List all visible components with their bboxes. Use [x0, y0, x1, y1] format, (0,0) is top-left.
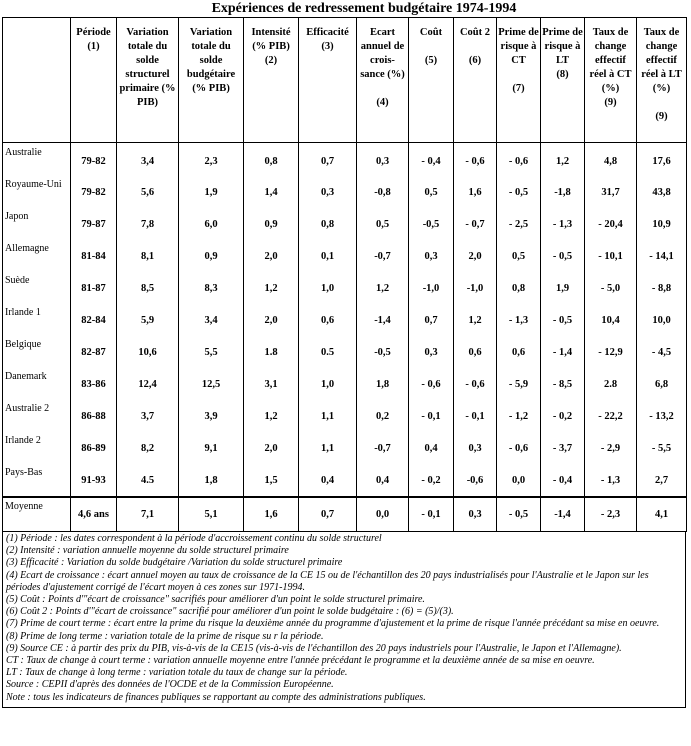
- footnote: (3) Efficacité : Variation du solde budgétaire /Variation du solde structurel primaire: [6, 557, 343, 569]
- value-cell: 2,0: [244, 432, 299, 464]
- value-cell: 12,5: [179, 368, 244, 400]
- value-cell: 1.8: [244, 336, 299, 368]
- value-cell: 1,0: [299, 368, 357, 400]
- period-cell: 83-86: [71, 368, 117, 400]
- value-cell: -0,5: [357, 336, 409, 368]
- column-header: Prime de risque à LT (8): [541, 18, 585, 143]
- table-row: [3, 272, 687, 304]
- value-cell: 5,5: [179, 336, 244, 368]
- value-cell: -0,5: [409, 208, 454, 240]
- value-cell: - 4,5: [637, 336, 687, 368]
- country-cell: Danemark: [3, 368, 71, 400]
- value-cell: 1,2: [541, 143, 585, 177]
- value-cell: - 0,5: [541, 304, 585, 336]
- header-corner: [3, 18, 71, 143]
- footnote: CT : Taux de change à court terme : variation annuelle moyenne entre l'année précédant le programme et la deuxième année de sa mise en oeuvre.: [6, 655, 595, 667]
- value-cell: 1,5: [244, 464, 299, 497]
- value-cell: - 1,3: [497, 304, 541, 336]
- table-row: [3, 400, 687, 432]
- value-cell: 10,9: [637, 208, 687, 240]
- value-cell: 0,3: [357, 143, 409, 177]
- value-cell: 10,0: [637, 304, 687, 336]
- value-cell: 2,3: [179, 143, 244, 177]
- value-cell: - 2,9: [585, 432, 637, 464]
- country-cell: Japon: [3, 208, 71, 240]
- value-cell: 5,1: [179, 497, 244, 532]
- period-cell: 86-89: [71, 432, 117, 464]
- period-cell: 79-82: [71, 143, 117, 177]
- value-cell: - 5,5: [637, 432, 687, 464]
- fiscal-adjustment-table: [2, 17, 687, 532]
- value-cell: - 0,5: [497, 176, 541, 208]
- value-cell: -1,0: [409, 272, 454, 304]
- value-cell: - 2,3: [585, 497, 637, 532]
- footnote: (8) Prime de long terme : variation totale de la prime de risque su r la période.: [6, 630, 324, 642]
- country-cell: Irlande 2: [3, 432, 71, 464]
- value-cell: 0,7: [409, 304, 454, 336]
- value-cell: 0,7: [299, 497, 357, 532]
- value-cell: 0,4: [409, 432, 454, 464]
- value-cell: 0,5: [409, 176, 454, 208]
- value-cell: 8,3: [179, 272, 244, 304]
- value-cell: - 12,9: [585, 336, 637, 368]
- value-cell: 0,8: [244, 143, 299, 177]
- value-cell: - 14,1: [637, 240, 687, 272]
- column-header: Taux de change effectif réel à CT (%) (9): [585, 18, 637, 143]
- value-cell: - 0,2: [541, 400, 585, 432]
- footnote: (1) Période : les dates correspondent à la période d'accroissement continu du solde structurel: [6, 533, 382, 544]
- country-cell: Belgique: [3, 336, 71, 368]
- value-cell: 3,9: [179, 400, 244, 432]
- value-cell: - 0,2: [409, 464, 454, 497]
- value-cell: 4,8: [585, 143, 637, 177]
- period-cell: 82-84: [71, 304, 117, 336]
- value-cell: 2,0: [244, 240, 299, 272]
- table-row: [3, 432, 687, 464]
- value-cell: 0,8: [497, 272, 541, 304]
- value-cell: 3,4: [117, 143, 179, 177]
- value-cell: -1,4: [357, 304, 409, 336]
- value-cell: - 0,6: [454, 368, 497, 400]
- value-cell: 3,4: [179, 304, 244, 336]
- value-cell: - 0,5: [541, 240, 585, 272]
- value-cell: 3,7: [117, 400, 179, 432]
- column-header: Ecart annuel de crois-sance (%) (4): [357, 18, 409, 143]
- value-cell: - 0,4: [409, 143, 454, 177]
- value-cell: 0,8: [299, 208, 357, 240]
- value-cell: 0,2: [357, 400, 409, 432]
- value-cell: -1,4: [541, 497, 585, 532]
- value-cell: 0,6: [299, 304, 357, 336]
- value-cell: 0,1: [299, 240, 357, 272]
- value-cell: - 8,8: [637, 272, 687, 304]
- value-cell: 1,8: [179, 464, 244, 497]
- value-cell: 1,9: [179, 176, 244, 208]
- column-header: Variation totale du solde structurel primaire (% PIB): [117, 18, 179, 143]
- value-cell: 8,5: [117, 272, 179, 304]
- country-cell: Pays-Bas: [3, 464, 71, 497]
- value-cell: 0,6: [497, 336, 541, 368]
- column-header: Variation totale du solde budgétaire (% PIB): [179, 18, 244, 143]
- value-cell: 7,8: [117, 208, 179, 240]
- country-cell: Royaume-Uni: [3, 176, 71, 208]
- value-cell: 17,6: [637, 143, 687, 177]
- value-cell: 4.5: [117, 464, 179, 497]
- table-row: [3, 176, 687, 208]
- country-cell: Moyenne: [3, 497, 71, 532]
- table-row: [3, 304, 687, 336]
- header-row: [3, 18, 687, 143]
- value-cell: 1,2: [357, 272, 409, 304]
- value-cell: 4,1: [637, 497, 687, 532]
- value-cell: 3,1: [244, 368, 299, 400]
- column-header: Prime de risque à CT (7): [497, 18, 541, 143]
- value-cell: - 0,6: [497, 143, 541, 177]
- value-cell: 0,3: [299, 176, 357, 208]
- value-cell: - 1,3: [541, 208, 585, 240]
- value-cell: 43,8: [637, 176, 687, 208]
- value-cell: - 1,2: [497, 400, 541, 432]
- country-cell: Australie 2: [3, 400, 71, 432]
- value-cell: 8,2: [117, 432, 179, 464]
- value-cell: 0,9: [244, 208, 299, 240]
- value-cell: - 0,6: [409, 368, 454, 400]
- country-cell: Australie: [3, 143, 71, 177]
- period-cell: 82-87: [71, 336, 117, 368]
- value-cell: - 8,5: [541, 368, 585, 400]
- country-cell: Irlande 1: [3, 304, 71, 336]
- table-row: [3, 240, 687, 272]
- value-cell: 10,6: [117, 336, 179, 368]
- table-row: [3, 208, 687, 240]
- footnote: (2) Intensité : variation annuelle moyenne du solde structurel primaire: [6, 545, 289, 557]
- value-cell: 1,8: [357, 368, 409, 400]
- value-cell: 0,3: [454, 432, 497, 464]
- country-cell: Suède: [3, 272, 71, 304]
- value-cell: - 13,2: [637, 400, 687, 432]
- value-cell: -0,7: [357, 240, 409, 272]
- column-header: Période (1): [71, 18, 117, 143]
- value-cell: 0,0: [357, 497, 409, 532]
- footnote: (7) Prime de court terme : écart entre la prime du risque la deuxième année du programme d'ajustement et la prime de risque l'année précédant sa mise en oeuvre.: [6, 618, 660, 630]
- period-cell: 86-88: [71, 400, 117, 432]
- table-row: [3, 368, 687, 400]
- value-cell: 5,9: [117, 304, 179, 336]
- value-cell: - 20,4: [585, 208, 637, 240]
- value-cell: -0,6: [454, 464, 497, 497]
- value-cell: - 1,4: [541, 336, 585, 368]
- value-cell: 6,0: [179, 208, 244, 240]
- average-row: [3, 497, 687, 532]
- column-header: Efficacité (3): [299, 18, 357, 143]
- value-cell: 0,3: [454, 497, 497, 532]
- footnote: Note : tous les indicateurs de finances publiques se rapportant au compte des administrations publiques.: [6, 691, 426, 703]
- value-cell: - 3,7: [541, 432, 585, 464]
- value-cell: 0,9: [179, 240, 244, 272]
- value-cell: -1,0: [454, 272, 497, 304]
- column-header: Taux de change effectif réel à LT (%) (9): [637, 18, 687, 143]
- value-cell: 1,4: [244, 176, 299, 208]
- value-cell: 31,7: [585, 176, 637, 208]
- value-cell: 7,1: [117, 497, 179, 532]
- value-cell: 1,1: [299, 432, 357, 464]
- value-cell: 1,2: [244, 272, 299, 304]
- value-cell: - 0,6: [454, 143, 497, 177]
- value-cell: 0.5: [299, 336, 357, 368]
- value-cell: - 1,3: [585, 464, 637, 497]
- value-cell: 10,4: [585, 304, 637, 336]
- footnote: (9) Source CE : à partir des prix du PIB, vis-à-vis de la CE15 (vis-à-vis de l'échantillon des 20 pays industriels pour l'Australie, le Japon et l'Allemagne).: [6, 642, 622, 654]
- value-cell: - 0,5: [497, 497, 541, 532]
- value-cell: -1,8: [541, 176, 585, 208]
- period-cell: 4,6 ans: [71, 497, 117, 532]
- value-cell: 2,7: [637, 464, 687, 497]
- value-cell: 2,0: [454, 240, 497, 272]
- table-row: [3, 464, 687, 497]
- value-cell: 5,6: [117, 176, 179, 208]
- value-cell: 1,2: [244, 400, 299, 432]
- period-cell: 91-93: [71, 464, 117, 497]
- footnotes: [2, 532, 686, 708]
- value-cell: 1,1: [299, 400, 357, 432]
- value-cell: 0,4: [299, 464, 357, 497]
- value-cell: 6,8: [637, 368, 687, 400]
- value-cell: 1,6: [244, 497, 299, 532]
- value-cell: - 5,9: [497, 368, 541, 400]
- value-cell: - 5,0: [585, 272, 637, 304]
- value-cell: - 22,2: [585, 400, 637, 432]
- column-header: Coût (5): [409, 18, 454, 143]
- value-cell: 0,3: [409, 336, 454, 368]
- value-cell: - 0,1: [454, 400, 497, 432]
- table-row: [3, 143, 687, 177]
- value-cell: 1,6: [454, 176, 497, 208]
- value-cell: 0,0: [497, 464, 541, 497]
- value-cell: - 10,1: [585, 240, 637, 272]
- footnote: LT : Taux de change à long terme : variation totale du taux de change sur la période.: [6, 667, 348, 679]
- value-cell: 0,7: [299, 143, 357, 177]
- value-cell: 1,2: [454, 304, 497, 336]
- value-cell: 1,0: [299, 272, 357, 304]
- value-cell: 1,9: [541, 272, 585, 304]
- period-cell: 81-84: [71, 240, 117, 272]
- value-cell: -0,8: [357, 176, 409, 208]
- period-cell: 81-87: [71, 272, 117, 304]
- value-cell: 0,5: [357, 208, 409, 240]
- value-cell: 12,4: [117, 368, 179, 400]
- column-header: Intensité (% PIB) (2): [244, 18, 299, 143]
- table-row: [3, 336, 687, 368]
- value-cell: - 0,1: [409, 400, 454, 432]
- column-header: Coût 2 (6): [454, 18, 497, 143]
- period-cell: 79-82: [71, 176, 117, 208]
- footnote: (6) Coût 2 : Points d'"écart de croissance" sacrifié pour améliorer d'un point le solde budgétaire : (6) = (5)/(3).: [6, 606, 454, 618]
- value-cell: - 0,6: [497, 432, 541, 464]
- value-cell: - 2,5: [497, 208, 541, 240]
- value-cell: 0,3: [409, 240, 454, 272]
- value-cell: 9,1: [179, 432, 244, 464]
- table-title: Expériences de redressement budgétaire 1974-1994: [211, 1, 517, 16]
- country-cell: Allemagne: [3, 240, 71, 272]
- value-cell: -0,7: [357, 432, 409, 464]
- value-cell: 0,6: [454, 336, 497, 368]
- value-cell: 2,0: [244, 304, 299, 336]
- period-cell: 79-87: [71, 208, 117, 240]
- value-cell: 0,5: [497, 240, 541, 272]
- value-cell: 2.8: [585, 368, 637, 400]
- value-cell: - 0,1: [409, 497, 454, 532]
- footnote: (5) Coût : Points d'"écart de croissance" sacrifiés pour améliorer d'un point le solde structurel primaire.: [6, 594, 425, 606]
- value-cell: 8,1: [117, 240, 179, 272]
- footnote: (4) Ecart de croissance : écart annuel moyen au taux de croissance de la CE 15 ou de l'échantillon des 20 pays industrialisés pour l'Australie et le Japon sur les périodes d'ajustement corrigé de l'écart moyen à ces zones sur 1971-1994.: [6, 569, 649, 593]
- footnote: Source : CEPII d'après des données de l'OCDE et de la Commission Européenne.: [6, 679, 334, 691]
- value-cell: 0,4: [357, 464, 409, 497]
- value-cell: - 0,7: [454, 208, 497, 240]
- value-cell: - 0,4: [541, 464, 585, 497]
